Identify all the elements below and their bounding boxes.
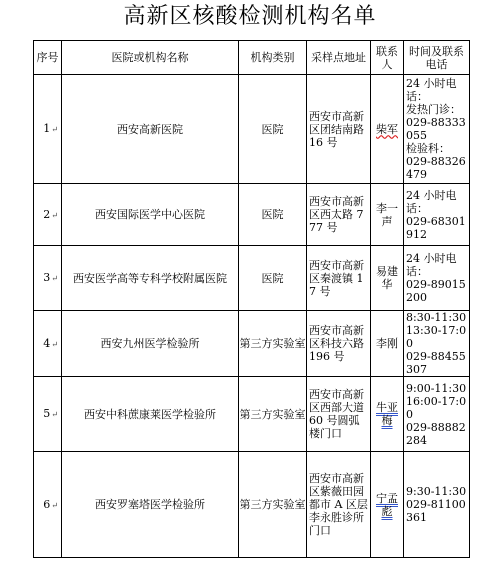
header-num: 序号 <box>34 41 62 75</box>
row-person: 柴军 <box>371 75 404 184</box>
row-addr: 西安市高新区科技六路 196 号 <box>307 311 371 377</box>
table-row <box>34 75 470 184</box>
row-person: 李刚 <box>371 311 404 377</box>
row-phone: 8:30-11:30 13:30-17:00 029-88455307 <box>404 311 470 377</box>
row-type: 医院 <box>239 75 307 184</box>
row-num: 4↵ <box>34 311 62 377</box>
header-type: 机构类别 <box>239 41 307 75</box>
row-type: 第三方实验室 <box>239 452 307 558</box>
row-addr: 西安市高新区紫薇田园都市 A 区层李永胜诊所门口 <box>307 452 371 558</box>
table-row <box>34 311 470 377</box>
row-addr: 西安市高新区西太路 777 号 <box>307 184 371 246</box>
row-name: 西安中科蔗康莱医学检验所 <box>62 377 239 452</box>
row-phone: 24 小时电话： 029-89015200 <box>404 246 470 311</box>
row-phone: 24 小时电话： 029-68301912 <box>404 184 470 246</box>
row-person: 易建华 <box>371 246 404 311</box>
header-name: 医院或机构名称 <box>62 41 239 75</box>
row-type: 医院 <box>239 184 307 246</box>
institution-table <box>33 40 470 558</box>
row-person: 牛亚梅 <box>371 377 404 452</box>
row-name: 西安医学高等专科学校附属医院 <box>62 246 239 311</box>
row-addr: 西安市高新区西部大道 60 号圆弧楼门口 <box>307 377 371 452</box>
header-phone: 时间及联系电话 <box>404 41 470 75</box>
row-phone: 24 小时电话： 发热门诊： 029-88333055 检验科： 029-88326479 <box>404 75 470 184</box>
row-num: 6↵ <box>34 452 62 558</box>
row-person: 宁孟彪 <box>371 452 404 558</box>
row-addr: 西安市高新区秦渡镇 17 号 <box>307 246 371 311</box>
row-type: 第三方实验室 <box>239 311 307 377</box>
row-phone: 9:30-11:30 029-81100361 <box>404 452 470 558</box>
row-num: 5↵ <box>34 377 62 452</box>
row-name: 西安罗塞塔医学检验所 <box>62 452 239 558</box>
page-title: 高新区核酸检测机构名单 <box>123 4 377 29</box>
row-type: 第三方实验室 <box>239 377 307 452</box>
table-row <box>34 184 470 246</box>
row-num: 3↵ <box>34 246 62 311</box>
table-row <box>34 452 470 558</box>
row-name: 西安高新医院 <box>62 75 239 184</box>
row-name: 西安国际医学中心医院 <box>62 184 239 246</box>
header-row <box>34 41 470 75</box>
row-name: 西安九州医学检验所 <box>62 311 239 377</box>
row-phone: 9:00-11:30 16:00-17:00 029-88882284 <box>404 377 470 452</box>
row-addr: 西安市高新区团结南路 16 号 <box>307 75 371 184</box>
header-addr: 采样点地址 <box>307 41 371 75</box>
row-person: 李一声 <box>371 184 404 246</box>
row-num: 1↵ <box>34 75 62 184</box>
row-num: 2↵ <box>34 184 62 246</box>
header-person: 联系人 <box>371 41 404 75</box>
table-row <box>34 377 470 452</box>
row-type: 医院 <box>239 246 307 311</box>
table-row <box>34 246 470 311</box>
